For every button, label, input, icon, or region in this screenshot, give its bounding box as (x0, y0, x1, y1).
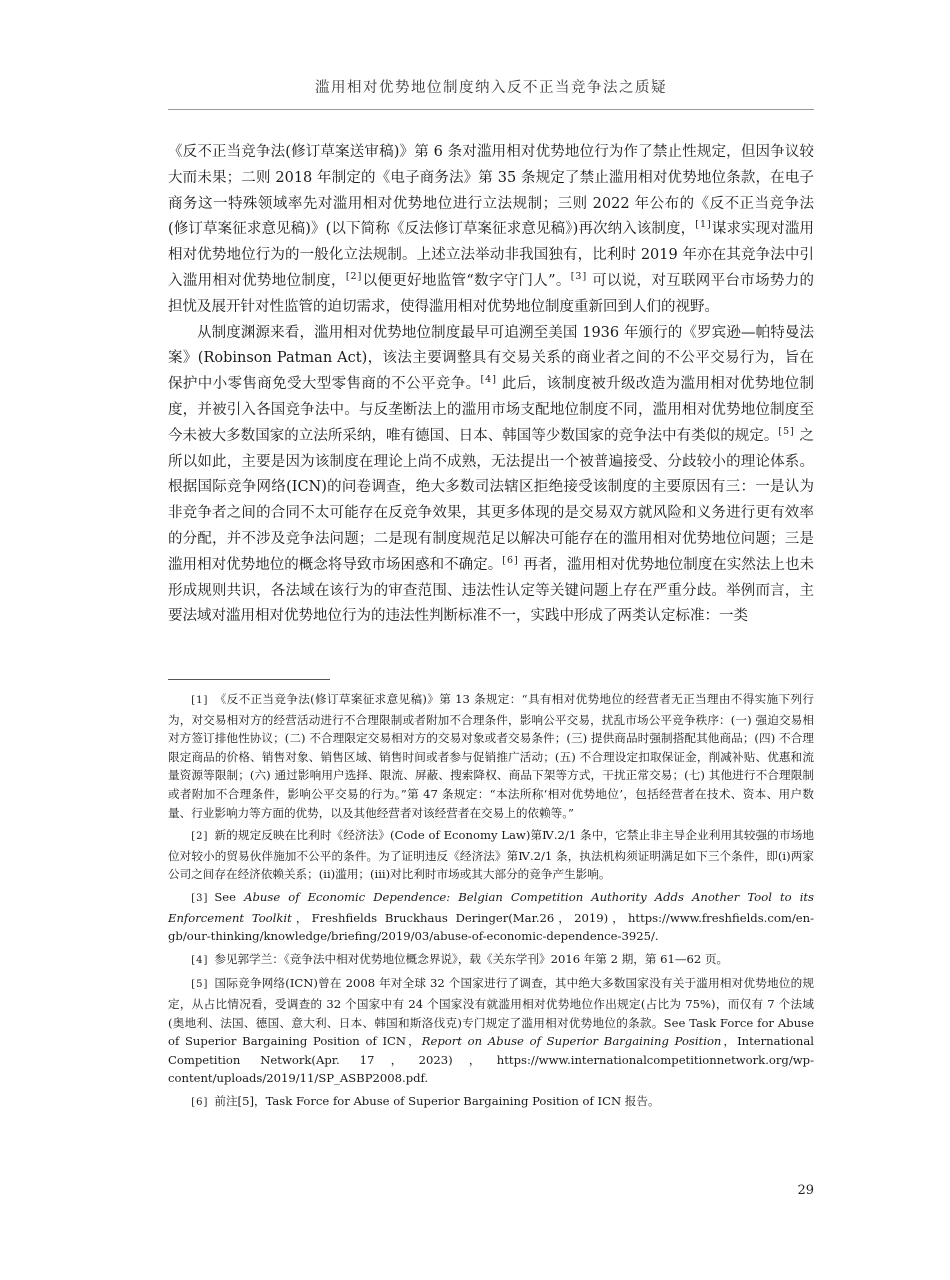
footnote-number: [6] (191, 1096, 209, 1108)
footnote-5 (168, 974, 814, 1088)
footnote-ref-5[interactable]: [5] (778, 425, 795, 437)
running-header: 滥用相对优势地位制度纳入反不正当竞争法之质疑 (315, 80, 667, 96)
footnote-text-pre: 国际竞争网络(ICN)曾在 2008 年对全球 32 个国家进行了调查，其中绝大多数国家没有关于滥用相对优势地位的规定，从占比情况看，受调查的 32 个国家中有 24 个国家没有就滥用相对优势地位作出规定(占比为 75%)，而仅有 7 个法域(奥地利、法国、德国、意大利、日本、韩国和斯洛伐克)专门规定了滥用相对优势地位的条款。See Task Force for Abuse of Superior Bargaining Position of ICN， (168, 976, 814, 1049)
footnote-text: 参见郭学兰：《竞争法中相对优势地位概念界说》，载《关东学刊》2016 年第 2 期，第 61—62 页。 (214, 951, 729, 966)
footnote-number: [3] (191, 892, 209, 904)
footnote-ref-6[interactable]: [6] (502, 554, 519, 566)
footnote-number: [2] (191, 831, 209, 843)
paragraph-2-part-b: 此后，该制度被升级改造为滥用相对优势地位制度，并被引入各国竞争法中。与反垄断法上的滥用市场支配地位制度不同，滥用相对优势地位制度至今未被大多数国家的立法所采纳，唯有德国、日本、韩国等少数国家的竞争法中有类似的规定。 (168, 376, 815, 444)
footnote-number: [4] (191, 954, 209, 966)
paragraph-2-part-a: 从制度渊源来看，滥用相对优势地位制度最早可追溯至美国 1936 年颁行的《罗宾逊—帕特曼法案》(Robinson Patman Act)，该法主要调整具有交易关系的商业者之间的不公平交易行为，旨在保护中小零售商免受大型零售商的不公平竞争。 (168, 324, 814, 393)
footnote-3 (168, 888, 814, 946)
paragraph-1-part-c: 以便更好地监管“数字守门人”。 (362, 272, 571, 289)
footnotes (168, 690, 814, 1116)
footnote-text-post: ，Freshfields Bruckhaus Deringer(Mar.26，2019)，https://www.freshfields.com/en-gb/our-thinking/knowledge/briefing/2019/03/abuse-of-economic-dependence-3925/. (168, 910, 814, 944)
footnote-text: 新的规定反映在比利时《经济法》(Code of Economy Law)第Ⅳ.2/1 条中，它禁止非主导企业利用其较强的市场地位对较小的贸易伙伴施加不公平的条件。为了证明违反《经济法》第Ⅳ.2/1 条，执法机构须证明满足如下三个条件，即(i)两家公司之间存在经济依赖关系；(ii)滥用；(iii)对比利时市场或其大部分的竞争产生影响。 (168, 828, 814, 882)
footnote-4 (168, 950, 814, 971)
paragraph-1-part-b: 谋求实现对滥用相对优势地位行为的一般化立法规制。上述立法举动非我国独有，比利时 2019 年亦在其竞争法中引入滥用相对优势地位制度， (168, 221, 815, 289)
body-text (168, 140, 814, 630)
header-rule (168, 109, 814, 110)
paragraph-1-part-d: 可以说，对互联网平台市场势力的担忧及展开针对性监管的迫切需求，使得滥用相对优势地位制度重新回到人们的视野。 (168, 272, 815, 315)
paragraph-2 (168, 321, 814, 631)
footnote-ref-2[interactable]: [2] (345, 270, 363, 282)
footnote-text-post: ，International Competition Network(Apr. 17，2023)，https://www.internationalcompetitionnetwork.org/wp-content/uploads/2019/11/SP_ASBP2008.pdf. (168, 1034, 814, 1086)
footnote-1 (168, 690, 814, 822)
footnote-ref-3[interactable]: [3] (570, 270, 588, 282)
footnote-cited-title: Report on Abuse of Superior Bargaining Position (421, 1034, 722, 1049)
footnote-number: [1] (191, 695, 209, 706)
footnote-6 (168, 1092, 814, 1113)
footnote-2 (168, 826, 814, 884)
footnote-text: 前注[5]，Task Force for Abuse of Superior Bargaining Position of ICN 报告。 (214, 1093, 660, 1108)
footnote-cited-title: Abuse of Economic Dependence: Belgian Competition Authority Adds Another Tool to its Enforcement Toolkit (168, 889, 815, 925)
footnote-text: 《反不正当竞争法(修订草案征求意见稿)》第 13 条规定：“具有相对优势地位的经营者无正当理由不得实施下列行为，对交易相对方的经营活动进行不合理限制或者附加不合理条件，影响公平交易，扰乱市场公平竞争秩序：(一) 强迫交易相对方签订排他性协议；(二) 不合理限定交易相对方的交易对象或者交易条件；(三) 提供商品时强制搭配其他商品；(四) 不合理限定商品的价格、销售对象、销售区域、销售时间或者参与促销推广活动；(五) 不合理设定扣取保证金，削减补贴、优惠和流量资源等限制；(六) 通过影响用户选择、限流、屏蔽、搜索降权、商品下架等方式，干扰正常交易；(七) 其他进行不合理限制或者附加不合理条件，影响公平交易的行为。”第 47 条规定：“本法所称‘相对优势地位’，包括经营者在技术、资本、用户数量、行业影响力等方面的优势，以及其他经营者对该经营者在交易上的依赖等。” (168, 692, 814, 820)
footnote-rule (168, 679, 330, 680)
footnote-ref-4[interactable]: [4] (480, 374, 497, 386)
paragraph-1 (168, 140, 814, 321)
page-number: 29 (797, 1183, 814, 1198)
footnote-ref-1[interactable]: [1] (695, 219, 712, 231)
paragraph-2-part-d: 再者，滥用相对优势地位制度在实然法上也未形成规则共识，各法域在该行为的审查范围、违法性认定等关键问题上存在严重分歧。举例而言，主要法域对滥用相对优势地位行为的违法性判断标准不一，实践中形成了两类认定标准：一类 (168, 556, 815, 625)
footnote-number: [5] (191, 979, 209, 991)
paragraph-2-part-c: 之所以如此，主要是因为该制度在理论上尚不成熟，无法提出一个被普遍接受、分歧较小的理论体系。根据国际竞争网络(ICN)的问卷调查，绝大多数司法辖区拒绝接受该制度的主要原因有三：一是认为非竞争者之间的合同不太可能存在反竞争效果，其更多体现的是交易双方就风险和义务进行更有效率的分配，并不涉及竞争法问题；二是现有制度规范足以解决可能存在的滥用相对优势地位问题；三是滥用相对优势地位的概念将导致市场困惑和不确定。 (168, 427, 815, 573)
footnote-text-pre: See (214, 889, 245, 904)
paragraph-1-part-a: 《反不正当竞争法(修订草案送审稿)》第 6 条对滥用相对优势地位行为作了禁止性规定，但因争议较大而未果；二则 2018 年制定的《电子商务法》第 35 条规定了禁止滥用相对优势地位条款，在电子商务这一特殊领域率先对滥用相对优势地位进行立法规制；三则 2022 年公布的《反不正当竞争法(修订草案征求意见稿)》(以下简称《反法修订草案征求意见稿》)再次纳入该制度， (168, 144, 814, 238)
